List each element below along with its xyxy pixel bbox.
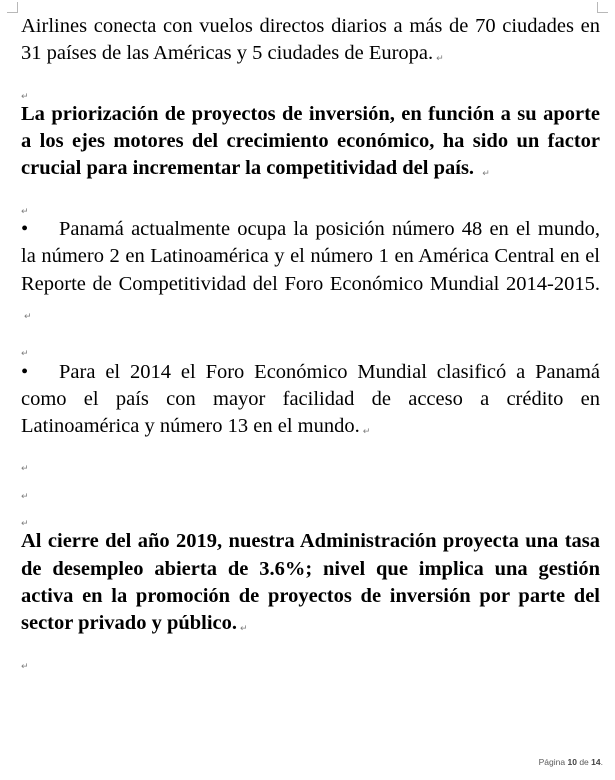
paragraph-mark-icon: ↵ (21, 661, 29, 672)
paragraph-mark-icon: ↵ (21, 206, 29, 217)
top-left-margin-marker (7, 2, 18, 13)
footer-of: de (579, 757, 589, 767)
paragraph-mark-icon: ↵ (362, 427, 371, 438)
empty-paragraph (21, 331, 600, 358)
page-number-footer (539, 757, 603, 767)
footer-period: . (600, 757, 603, 767)
paragraph-mark-icon: ↵ (24, 311, 32, 322)
paragraph-airlines: Airlines conecta con vuelos directos diarios a más de 70 ciudades en 31 países de las Américas y 5 ciudades de Europa. ↵ (21, 15, 600, 65)
paragraph-mark-icon: ↵ (21, 491, 29, 502)
footer-prefix: Página (538, 757, 566, 767)
empty-paragraph (21, 446, 600, 473)
page-content[interactable] (21, 13, 600, 671)
bullet-item-credito: • Para el 2014 el Foro Económico Mundial clasificó a Panamá como el país con mayor facilidad de acceso a crédito en Latinoamérica y número 13 en el mundo. ↵ (21, 360, 600, 438)
paragraph-mark-icon: ↵ (436, 54, 444, 65)
top-right-margin-marker (597, 2, 608, 13)
paragraph-mark-icon: ↵ (240, 624, 248, 635)
empty-paragraph (21, 74, 600, 101)
paragraph-desempleo: Al cierre del año 2019, nuestra Administración proyecta una tasa de desempleo abierta de 3.6%; nivel que implica una gestión activa en la promoción de proyectos de inversión por parte del sector privado y público. ↵ (21, 530, 600, 635)
paragraph-mark-icon: ↵ (21, 91, 29, 102)
bullet-item-competitividad: • Panamá actualmente ocupa la posición número 48 en el mundo, la número 2 en Latinoamérica y el número 1 en América Central en el Reporte de Competitividad del Foro Económico Mundial 2014-2015. ↵ (21, 218, 600, 322)
empty-paragraph (21, 189, 600, 216)
paragraph-mark-icon: ↵ (482, 169, 490, 180)
footer-total-pages: 14 (591, 757, 601, 767)
footer-current-page: 10 (567, 757, 577, 767)
empty-paragraph (21, 474, 600, 501)
bullet-icon: • (21, 218, 29, 241)
bullet-icon: • (21, 360, 29, 383)
paragraph-mark-icon: ↵ (21, 464, 29, 475)
paragraph-priorizacion: La priorización de proyectos de inversión, en función a su aporte a los ejes motores del crecimiento económico, ha sido un factor crucial para incrementar la competitividad del país. ↵ (21, 102, 600, 180)
empty-paragraph (21, 501, 600, 528)
empty-paragraph (21, 644, 600, 671)
paragraph-mark-icon: ↵ (21, 349, 29, 360)
paragraph-mark-icon: ↵ (21, 519, 29, 530)
